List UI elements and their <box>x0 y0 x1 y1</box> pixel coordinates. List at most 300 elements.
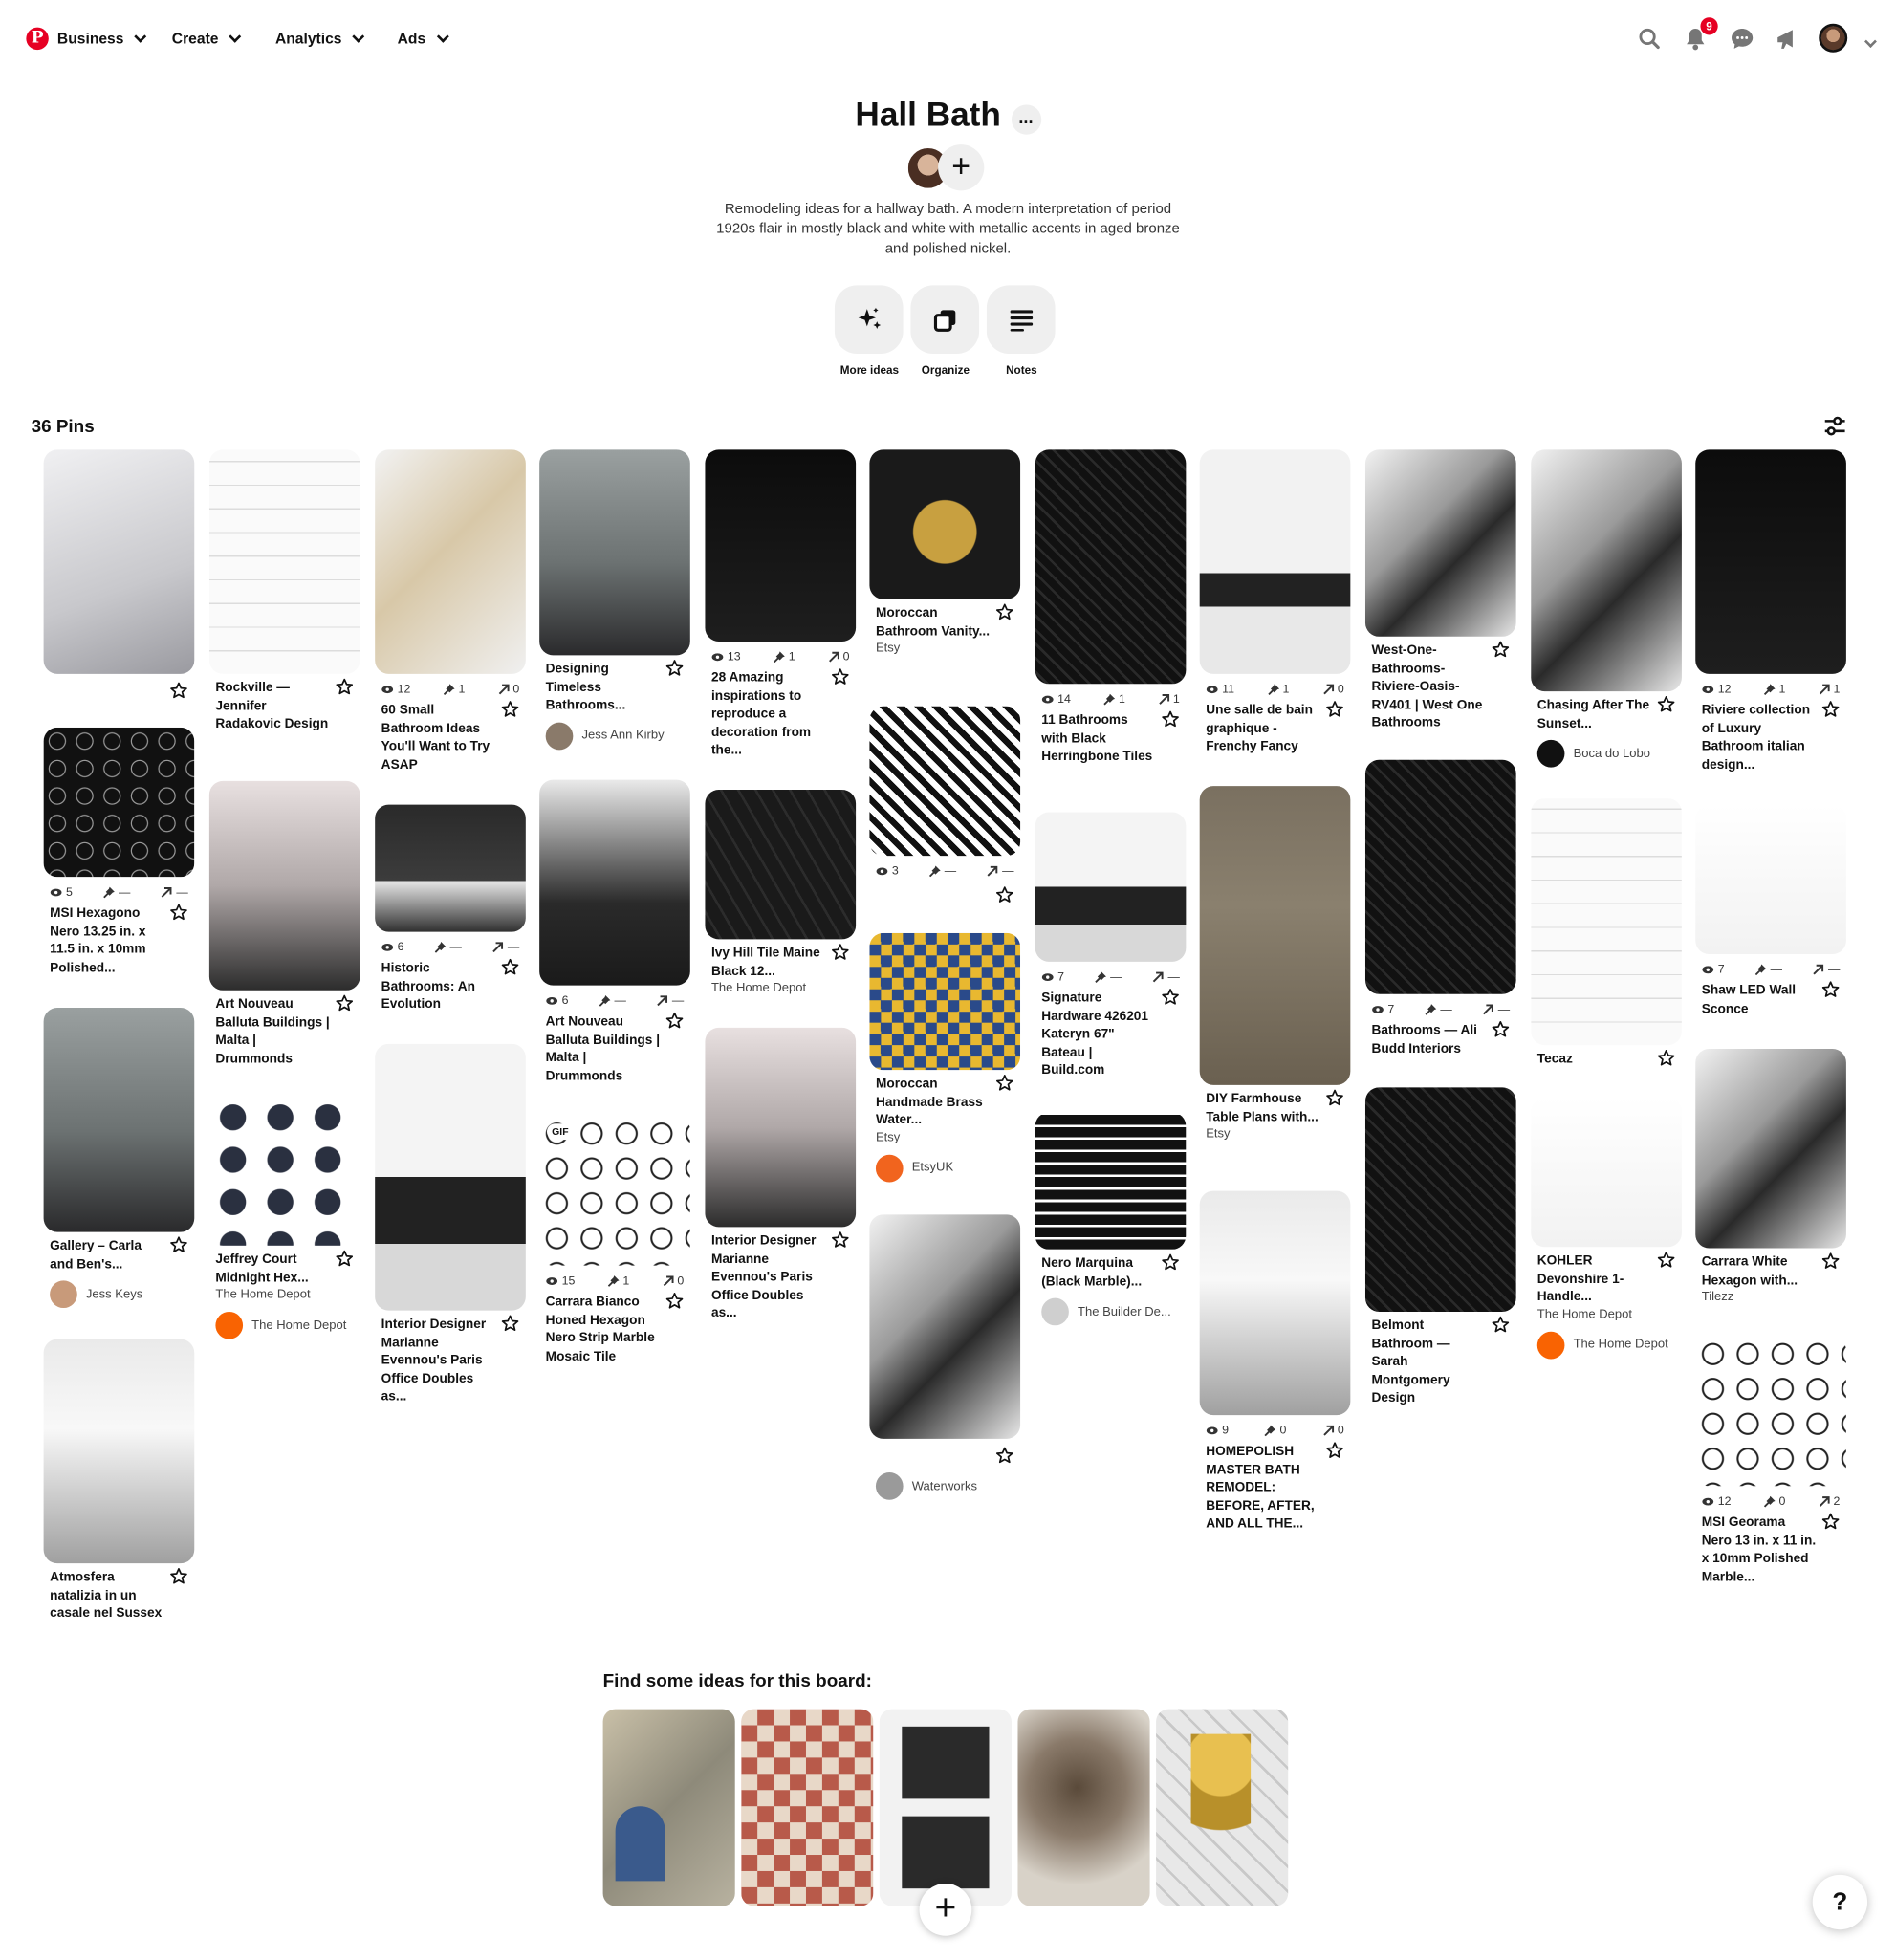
pin-card[interactable] <box>869 449 1020 658</box>
pin-card[interactable] <box>375 1044 526 1405</box>
pin-user-name: The Home Depot <box>251 1318 347 1333</box>
pin-title[interactable]: Art Nouveau Balluta Buildings | Malta | Drummonds <box>215 996 330 1066</box>
organize-icon <box>932 307 957 332</box>
pin-stats <box>1695 1493 1846 1509</box>
star-icon[interactable] <box>831 667 850 686</box>
outbound-arrow-icon <box>988 865 999 877</box>
pin-saves <box>774 649 795 663</box>
pin-user-name: Waterworks <box>911 1479 978 1493</box>
pin-clicks <box>1322 682 1344 695</box>
filter-icon[interactable] <box>1823 415 1845 444</box>
user-avatar <box>1041 1298 1069 1326</box>
eye-icon <box>711 652 724 661</box>
notification-badge: 9 <box>1700 17 1717 34</box>
pin-user[interactable] <box>1531 740 1682 768</box>
more-ideas-button[interactable] <box>835 285 904 376</box>
outbound-arrow-icon <box>162 886 173 898</box>
pin-clicks <box>1483 1002 1510 1015</box>
nav-ads-label: Ads <box>397 30 426 48</box>
pin-image[interactable] <box>539 1116 690 1265</box>
pin-title[interactable]: Shaw LED Wall Sconce <box>1701 982 1797 1016</box>
pin-title[interactable]: Interior Designer Marianne Evennou's Paris Office Doubles as... <box>381 1317 487 1405</box>
pin-title[interactable]: Bathrooms — Ali Budd Interiors <box>1371 1022 1477 1056</box>
pin-user[interactable] <box>44 1280 195 1308</box>
pin-image[interactable] <box>44 1339 195 1564</box>
nav-ads[interactable] <box>398 30 445 47</box>
star-icon[interactable] <box>169 1235 188 1254</box>
pin-title[interactable]: Tecaz <box>1536 1051 1573 1067</box>
pin-card[interactable] <box>209 1097 360 1339</box>
pin-clicks <box>1813 962 1840 975</box>
chevron-down-icon <box>1864 35 1877 48</box>
pin-clicks <box>988 864 1014 878</box>
outbound-arrow-icon <box>492 941 504 952</box>
pin-user-name: EtsyUK <box>911 1161 954 1175</box>
nav-business[interactable] <box>57 30 142 47</box>
star-icon[interactable] <box>1161 988 1180 1007</box>
pin-title[interactable]: Designing Timeless Bathrooms... <box>545 661 626 713</box>
pin-title[interactable]: KOHLER Devonshire 1-Handle... <box>1536 1252 1624 1305</box>
more-ideas-label: More ideas <box>839 363 900 377</box>
pin-card[interactable] <box>1365 760 1516 1057</box>
pin-card[interactable] <box>1365 449 1516 731</box>
pin-views <box>546 993 569 1007</box>
pin-icon <box>1103 693 1115 705</box>
pin-save-count: — <box>118 884 131 900</box>
pin-icon <box>929 865 941 877</box>
pin-save-count: 1 <box>622 1274 630 1288</box>
pin-image[interactable] <box>539 449 690 655</box>
nav-business-label: Business <box>56 30 124 48</box>
pin-clicks <box>1322 1424 1344 1437</box>
star-icon[interactable] <box>1657 695 1676 714</box>
user-avatar <box>1537 1331 1565 1359</box>
star-icon[interactable] <box>1821 1252 1841 1271</box>
star-icon[interactable] <box>995 1447 1014 1466</box>
eye-icon <box>50 887 62 896</box>
pin-saves <box>929 864 956 878</box>
pin-view-count: 5 <box>66 884 73 900</box>
create-pin-button[interactable]: + <box>920 1884 972 1936</box>
star-icon[interactable] <box>1492 1316 1511 1335</box>
pin-views <box>1041 692 1071 706</box>
pin-title[interactable]: Riviere collection of Luxury Bathroom italian design... <box>1701 702 1811 773</box>
pin-views <box>50 885 73 899</box>
pin-image[interactable] <box>869 933 1020 1070</box>
star-icon[interactable] <box>169 904 188 923</box>
pin-view-count: 6 <box>397 940 404 954</box>
pin-title[interactable]: Carrara Bianco Honed Hexagon Nero Strip Marble Mosaic Tile <box>545 1294 655 1364</box>
pin-click-count: 0 <box>677 1274 685 1288</box>
star-icon[interactable] <box>995 1074 1014 1093</box>
star-icon[interactable] <box>1657 1049 1676 1068</box>
pin-save-count: 1 <box>1778 682 1786 696</box>
pin-source: Etsy <box>1206 1127 1231 1142</box>
pin-stats <box>1695 682 1846 697</box>
board-options-button[interactable]: ... <box>1011 104 1040 134</box>
pin-image[interactable] <box>1365 760 1516 994</box>
pin-card[interactable] <box>1035 449 1187 765</box>
help-button[interactable]: ? <box>1813 1875 1867 1929</box>
pin-save-count: — <box>1770 962 1782 976</box>
pin-image[interactable] <box>1200 1191 1351 1416</box>
pin-title[interactable]: Interior Designer Marianne Evennou's Paris Office Doubles as... <box>710 1232 817 1321</box>
pin-view-count: 12 <box>397 682 411 696</box>
pin-title[interactable]: Historic Bathrooms: An Evolution <box>381 960 475 1012</box>
pin-view-count: 3 <box>891 863 899 878</box>
pin-source: Tilezz <box>1701 1290 1734 1305</box>
pin-image[interactable] <box>1695 1049 1846 1248</box>
pin-image[interactable] <box>1200 786 1351 1085</box>
pin-saves <box>435 940 462 953</box>
pin-card[interactable] <box>539 449 690 749</box>
eye-icon <box>1206 1426 1218 1434</box>
pin-click-count: — <box>1167 969 1180 984</box>
pin-card[interactable] <box>539 780 690 1085</box>
pin-title[interactable]: Art Nouveau Balluta Buildings | Malta | Drummonds <box>545 1013 661 1083</box>
pin-click-count: 0 <box>512 682 520 696</box>
pin-card[interactable] <box>44 728 195 977</box>
pin-image[interactable] <box>44 728 195 877</box>
pin-stats <box>1365 1002 1516 1017</box>
pin-card[interactable] <box>1200 786 1351 1143</box>
star-icon[interactable] <box>501 1315 520 1334</box>
pin-title[interactable]: 28 Amazing inspirations to reproduce a decoration from the... <box>710 669 812 758</box>
star-icon[interactable] <box>831 1230 850 1250</box>
pin-user[interactable] <box>539 722 690 750</box>
star-icon[interactable] <box>1492 641 1511 660</box>
outbound-arrow-icon <box>663 1275 674 1287</box>
messages-icon[interactable] <box>1728 25 1755 53</box>
star-icon[interactable] <box>665 1012 685 1031</box>
chevron-down-icon <box>229 30 242 42</box>
search-icon[interactable] <box>1636 25 1664 53</box>
pin-image[interactable] <box>869 707 1020 856</box>
idea-card[interactable] <box>880 1710 1012 1906</box>
pin-card[interactable] <box>375 449 526 773</box>
star-icon[interactable] <box>1325 1441 1344 1460</box>
star-icon[interactable] <box>665 659 685 678</box>
pin-title[interactable]: Moroccan Handmade Brass Water... <box>875 1076 983 1128</box>
pin-user[interactable] <box>869 1154 1020 1182</box>
pin-saves <box>444 682 466 695</box>
pin-card[interactable] <box>44 1008 195 1308</box>
board-header <box>0 95 1896 135</box>
pin-icon <box>608 1275 620 1287</box>
pin-click-count: — <box>1827 962 1841 976</box>
idea-card[interactable] <box>1017 1710 1149 1906</box>
pin-icon <box>1764 684 1776 695</box>
pin-image[interactable] <box>539 780 690 986</box>
pin-icon <box>1265 1425 1276 1436</box>
pin-title[interactable]: DIY Farmhouse Table Plans with... <box>1206 1091 1318 1124</box>
pin-image[interactable] <box>1695 1337 1846 1486</box>
pin-stats <box>869 863 1020 879</box>
pin-save-count: — <box>449 940 462 954</box>
star-icon[interactable] <box>335 1250 354 1269</box>
notes-icon <box>1009 308 1034 330</box>
pin-views <box>546 1274 576 1287</box>
star-icon[interactable] <box>665 1292 685 1311</box>
pin-saves <box>1764 682 1786 695</box>
pin-saves <box>1426 1002 1452 1015</box>
pin-saves <box>1268 682 1290 695</box>
pin-image[interactable] <box>1695 449 1846 674</box>
pin-title[interactable]: HOMEPOLISH MASTER BATH REMODEL: BEFORE, AFTER, AND ALL THE... <box>1206 1444 1315 1532</box>
pin-views <box>1702 1494 1732 1508</box>
star-icon[interactable] <box>1492 1020 1511 1039</box>
pin-click-count: 1 <box>1833 682 1841 696</box>
pin-saves <box>1265 1424 1287 1437</box>
pin-image[interactable] <box>209 449 360 674</box>
nav-analytics[interactable] <box>275 30 360 47</box>
pin-card[interactable] <box>869 1214 1020 1499</box>
pin-source: The Home Depot <box>1536 1307 1633 1321</box>
pin-saves <box>1755 962 1782 975</box>
star-icon[interactable] <box>1657 1251 1676 1270</box>
pin-image[interactable] <box>1035 449 1187 684</box>
pin-image[interactable] <box>1531 1098 1682 1247</box>
pin-icon <box>103 886 115 898</box>
pin-title[interactable]: Gallery – Carla and Ben's... <box>50 1238 142 1272</box>
star-icon[interactable] <box>995 885 1014 904</box>
pin-image[interactable] <box>375 1044 526 1311</box>
pin-user-name: The Builder De... <box>1078 1304 1171 1319</box>
pin-title[interactable]: Rockville — Jennifer Radakovic Design <box>215 680 329 731</box>
pin-title[interactable]: Signature Hardware 426201 Kateryn 67" Bateau | Build.com <box>1041 990 1149 1078</box>
pin-card[interactable] <box>1695 805 1846 1018</box>
gif-badge: GIF <box>547 1123 574 1140</box>
pin-image[interactable] <box>1531 449 1682 691</box>
pin-image[interactable] <box>1531 798 1682 1045</box>
pin-click-count: — <box>1497 1002 1511 1016</box>
idea-card[interactable] <box>1156 1710 1288 1906</box>
pin-card[interactable] <box>375 805 526 1013</box>
pin-icon <box>599 994 611 1006</box>
pin-image[interactable] <box>1035 1112 1187 1249</box>
organize-button[interactable] <box>910 285 980 376</box>
pin-image[interactable] <box>44 1008 195 1232</box>
star-icon[interactable] <box>1325 700 1344 719</box>
pin-title[interactable]: Belmont Bathroom — Sarah Montgomery Design <box>1371 1318 1450 1405</box>
pin-card[interactable] <box>1531 449 1682 767</box>
pin-image[interactable] <box>375 449 526 674</box>
pin-icon <box>1095 971 1106 983</box>
pin-clicks <box>828 649 850 663</box>
pin-image[interactable] <box>705 1028 856 1227</box>
star-icon[interactable] <box>831 943 850 962</box>
star-icon[interactable] <box>169 1567 188 1586</box>
pin-source: The Home Depot <box>215 1288 311 1302</box>
pin-image[interactable] <box>209 1097 360 1246</box>
pin-image[interactable] <box>1365 1087 1516 1312</box>
pin-card[interactable] <box>44 1339 195 1622</box>
pin-clicks <box>498 682 520 695</box>
add-collaborator-button[interactable]: + <box>938 144 984 190</box>
pin-saves <box>1095 969 1122 983</box>
notifications-icon[interactable] <box>1682 19 1712 53</box>
pin-icon <box>774 651 785 663</box>
eye-icon <box>546 996 558 1005</box>
star-icon[interactable] <box>1821 1513 1841 1532</box>
pin-click-count: 2 <box>1833 1493 1841 1509</box>
pin-click-count: — <box>507 940 520 954</box>
sparkle-icon <box>855 306 883 334</box>
pin-image[interactable] <box>375 805 526 932</box>
pin-stats <box>1035 691 1187 707</box>
pin-card[interactable] <box>1695 449 1846 773</box>
outbound-arrow-icon <box>498 684 510 695</box>
pin-title[interactable]: 60 Small Bathroom Ideas You'll Want to Try ASAP <box>381 702 490 773</box>
idea-card[interactable] <box>741 1710 873 1906</box>
pin-save-count: 1 <box>788 649 795 664</box>
eye-icon <box>1041 972 1054 981</box>
star-icon[interactable] <box>1821 700 1841 719</box>
pin-card[interactable] <box>1035 1112 1187 1325</box>
pinterest-logo[interactable]: P <box>26 28 48 50</box>
pin-view-count: 6 <box>561 993 569 1008</box>
pin-views <box>1371 1002 1394 1015</box>
outbound-arrow-icon <box>1819 684 1830 695</box>
pin-saves <box>103 885 130 899</box>
outbound-arrow-icon <box>1483 1003 1494 1014</box>
pin-user[interactable] <box>1035 1298 1187 1326</box>
star-icon[interactable] <box>501 958 520 977</box>
pin-image[interactable] <box>1365 449 1516 636</box>
eye-icon <box>1041 694 1054 703</box>
chevron-down-icon <box>436 30 448 42</box>
pin-click-count: 0 <box>1337 682 1344 696</box>
pin-card[interactable] <box>1695 1337 1846 1586</box>
pin-click-count: — <box>176 884 188 900</box>
pin-image[interactable] <box>1200 449 1351 674</box>
nav-create[interactable] <box>172 30 237 47</box>
star-icon[interactable] <box>335 678 354 697</box>
pin-title[interactable]: Jeffrey Court Midnight Hex... <box>215 1252 309 1285</box>
pin-title[interactable]: Atmosfera natalizia in un casale nel Sussex <box>50 1569 163 1622</box>
pin-save-count: 1 <box>458 682 466 696</box>
star-icon[interactable] <box>995 603 1014 622</box>
pin-card[interactable] <box>1365 1087 1516 1406</box>
user-avatar <box>50 1280 77 1308</box>
pin-card[interactable] <box>44 449 195 700</box>
outbound-arrow-icon <box>1322 1425 1334 1436</box>
pin-image[interactable] <box>869 1214 1020 1439</box>
pin-title[interactable]: Une salle de bain graphique - Frenchy Fancy <box>1206 702 1313 754</box>
pin-icon <box>1755 964 1767 975</box>
pin-title[interactable]: 11 Bathrooms with Black Herringbone Tiles <box>1041 712 1153 764</box>
pin-click-count: 0 <box>842 649 850 664</box>
pin-card[interactable] <box>1531 798 1682 1068</box>
pin-stats <box>1200 1423 1351 1438</box>
pin-card[interactable] <box>869 707 1020 904</box>
nav-create-label: Create <box>171 30 219 48</box>
pin-card[interactable] <box>1200 449 1351 755</box>
pin-count: 36 Pins <box>31 417 95 438</box>
outbound-arrow-icon <box>1158 693 1169 705</box>
pin-title[interactable]: Moroccan Bathroom Vanity... <box>875 605 991 639</box>
pin-image[interactable] <box>705 449 856 642</box>
pin-card[interactable] <box>1035 812 1187 1078</box>
pin-image[interactable] <box>1035 812 1187 961</box>
pin-title[interactable]: MSI Georama Nero 13 in. x 11 in. x 10mm Polished Marble... <box>1701 1514 1817 1584</box>
star-icon[interactable] <box>1161 1253 1180 1273</box>
pin-click-count: — <box>1002 863 1014 878</box>
profile-avatar[interactable] <box>1819 24 1847 53</box>
pin-save-count: 0 <box>1279 1423 1287 1437</box>
pin-title[interactable]: Nero Marquina (Black Marble)... <box>1041 1255 1143 1289</box>
pin-card[interactable] <box>1531 1098 1682 1359</box>
pin-card[interactable] <box>705 1028 856 1322</box>
pin-icon <box>1268 684 1279 695</box>
pin-user-name: The Home Depot <box>1573 1338 1668 1352</box>
pin-click-count: — <box>671 993 685 1008</box>
pin-saves <box>1764 1494 1786 1508</box>
pin-title[interactable]: Chasing After The Sunset... <box>1536 697 1650 731</box>
star-icon[interactable] <box>335 994 354 1013</box>
pin-view-count: 7 <box>1057 969 1065 984</box>
pin-view-count: 9 <box>1222 1423 1230 1437</box>
pin-user[interactable] <box>869 1472 1020 1500</box>
star-icon[interactable] <box>1325 1089 1344 1108</box>
pin-title[interactable]: Carrara White Hexagon with... <box>1701 1254 1798 1288</box>
pin-views <box>1206 682 1234 695</box>
ideas-heading: Find some ideas for this board: <box>602 1671 872 1692</box>
pin-title[interactable]: MSI Hexagono Nero 13.25 in. x 11.5 in. x 10mm Polished... <box>50 905 146 975</box>
pin-view-count: 7 <box>1717 962 1725 976</box>
pin-image[interactable] <box>869 449 1020 599</box>
outbound-arrow-icon <box>657 994 668 1006</box>
star-icon[interactable] <box>1821 980 1841 999</box>
user-avatar <box>876 1154 904 1182</box>
pin-user[interactable] <box>1531 1331 1682 1359</box>
notes-button[interactable] <box>987 285 1057 376</box>
pin-card[interactable] <box>539 1116 690 1365</box>
pin-user[interactable] <box>209 1312 360 1339</box>
pin-card[interactable] <box>209 449 360 732</box>
pin-save-count: 0 <box>1778 1493 1786 1509</box>
pin-user-name: Jess Keys <box>85 1287 143 1301</box>
pin-stats <box>539 1274 690 1289</box>
star-icon[interactable] <box>1161 710 1180 730</box>
eye-icon <box>1371 1005 1384 1013</box>
pin-card[interactable] <box>869 933 1020 1182</box>
idea-card[interactable] <box>603 1710 735 1906</box>
pin-card[interactable] <box>705 790 856 998</box>
pin-title[interactable]: Ivy Hill Tile Maine Black 12... <box>710 945 820 979</box>
pin-card[interactable] <box>1695 1049 1846 1307</box>
pin-save-count: — <box>1110 969 1122 984</box>
pin-card[interactable] <box>1200 1191 1351 1534</box>
chevron-down-icon <box>353 30 365 42</box>
outbound-arrow-icon <box>1322 684 1334 695</box>
pin-click-count: 1 <box>1172 691 1180 707</box>
pin-clicks <box>1158 692 1180 706</box>
star-icon[interactable] <box>169 682 188 701</box>
pin-image[interactable] <box>44 449 195 674</box>
announcements-icon[interactable] <box>1773 25 1800 53</box>
pin-title[interactable]: West-One-Bathrooms-Riviere-Oasis-RV401 | West One Bathrooms <box>1371 642 1483 730</box>
pin-saves <box>608 1274 630 1287</box>
star-icon[interactable] <box>501 700 520 719</box>
pin-image[interactable] <box>1695 805 1846 954</box>
account-menu-chevron[interactable] <box>1862 33 1873 54</box>
pin-image[interactable] <box>209 781 360 991</box>
pin-card[interactable] <box>209 781 360 1068</box>
pin-view-count: 15 <box>561 1274 576 1288</box>
pin-card[interactable] <box>705 449 856 759</box>
pin-image[interactable] <box>705 790 856 939</box>
